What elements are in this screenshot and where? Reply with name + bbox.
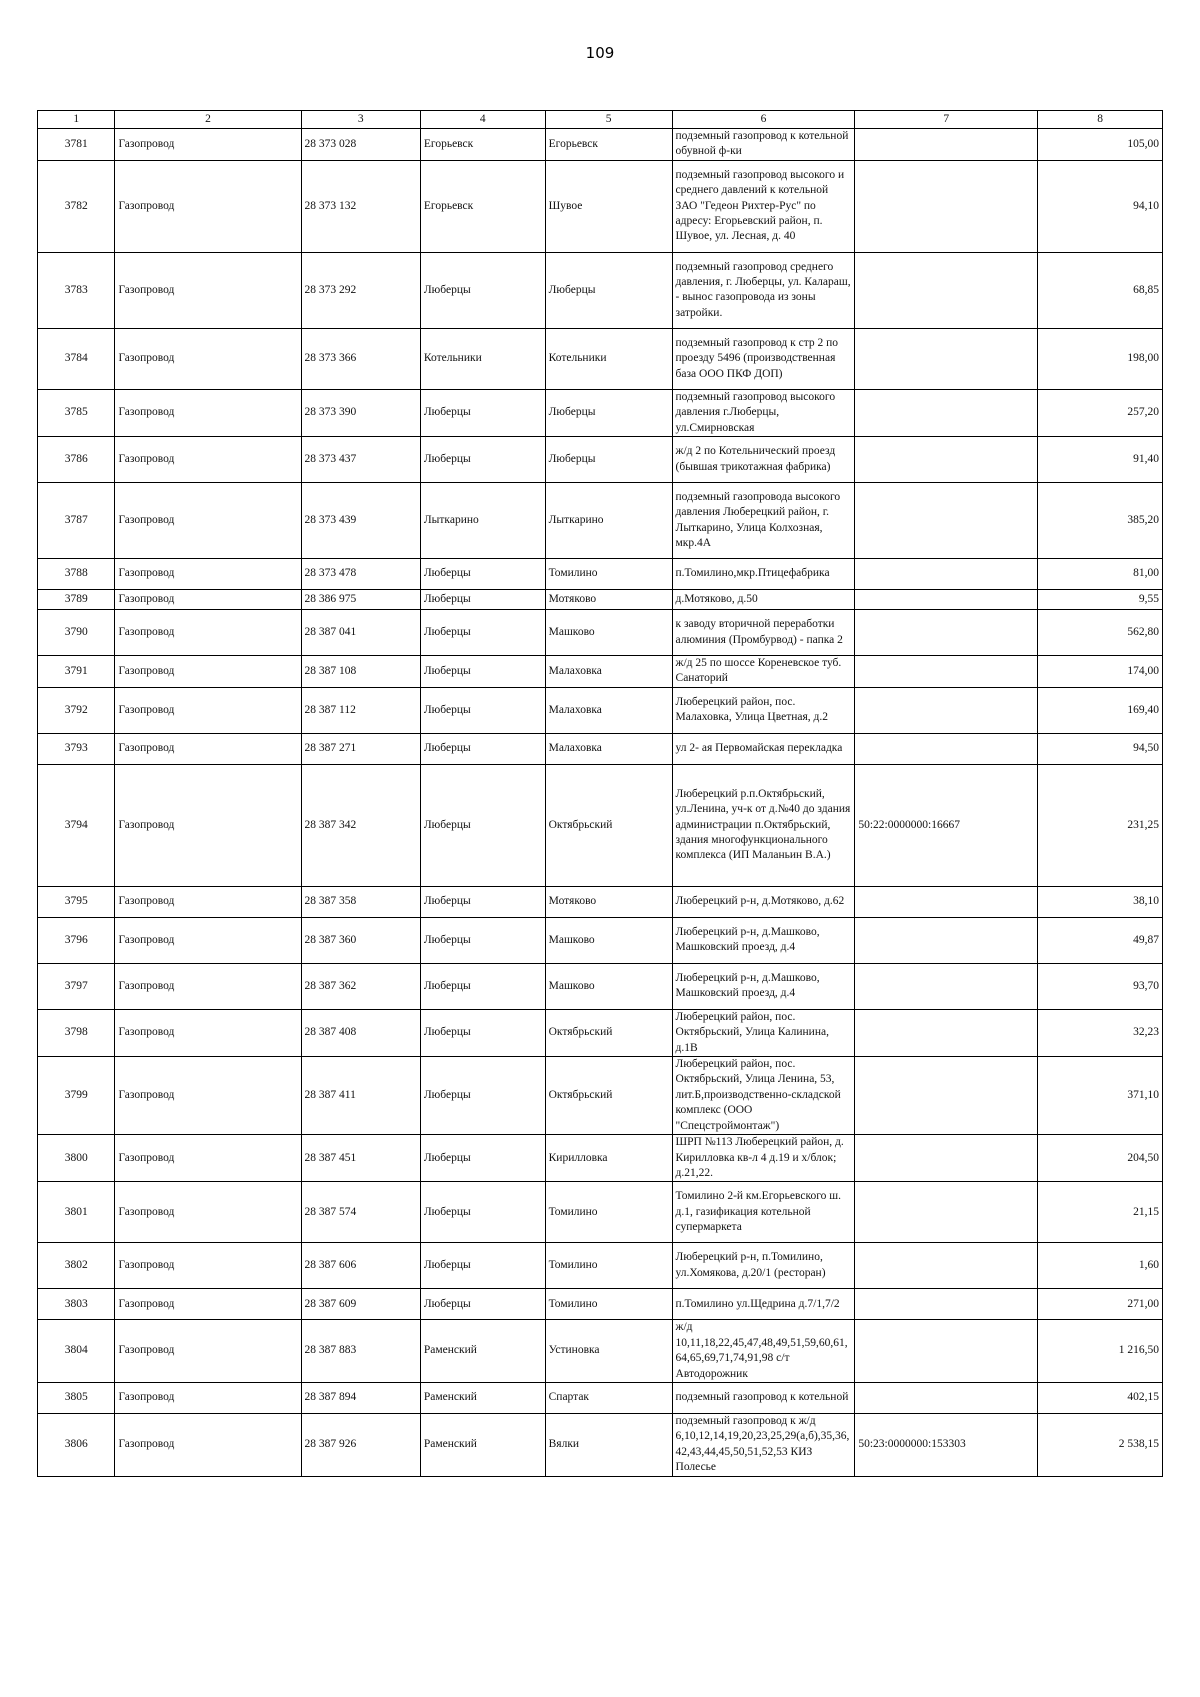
object-type-cell: Газопровод (115, 733, 301, 764)
object-type-cell: Газопровод (115, 1320, 301, 1383)
locality-cell: Томилино (545, 1182, 672, 1243)
cadastral-number-cell (855, 483, 1038, 559)
object-code-cell: 28 373 390 (301, 389, 420, 436)
row-number-cell: 3788 (38, 559, 115, 590)
locality-cell: Малаховка (545, 687, 672, 733)
table-row (38, 590, 1163, 610)
table-row (38, 437, 1163, 483)
table-row (38, 1182, 1163, 1243)
table-row (38, 559, 1163, 590)
object-type-cell: Газопровод (115, 559, 301, 590)
length-cell: 1 216,50 (1038, 1320, 1163, 1383)
object-type-cell: Газопровод (115, 129, 301, 161)
row-number-cell: 3782 (38, 160, 115, 252)
cadastral-number-cell (855, 886, 1038, 917)
column-number-header: 3 (301, 111, 420, 129)
locality-cell: Люберцы (545, 252, 672, 328)
object-type-cell: Газопровод (115, 963, 301, 1009)
description-cell: подземный газопровод высокого давления г.Люберцы, ул.Смирновская (672, 389, 855, 436)
object-code-cell: 28 387 271 (301, 733, 420, 764)
row-number-cell: 3796 (38, 917, 115, 963)
object-code-cell: 28 387 360 (301, 917, 420, 963)
object-type-cell: Газопровод (115, 1182, 301, 1243)
district-cell: Лыткарино (420, 483, 545, 559)
locality-cell: Машково (545, 610, 672, 656)
object-type-cell: Газопровод (115, 1289, 301, 1320)
description-cell: подземный газопровода высокого давления Люберецкий район, г. Лыткарино, Улица Колхозная, мкр.4А (672, 483, 855, 559)
description-cell: Люберецкий район, пос. Малаховка, Улица Цветная, д.2 (672, 687, 855, 733)
column-number-header: 6 (672, 111, 855, 129)
row-number-cell: 3799 (38, 1057, 115, 1135)
length-cell: 93,70 (1038, 963, 1163, 1009)
district-cell: Раменский (420, 1413, 545, 1476)
length-cell: 198,00 (1038, 328, 1163, 389)
object-code-cell: 28 387 606 (301, 1243, 420, 1289)
table-row (38, 656, 1163, 688)
table-row (38, 328, 1163, 389)
object-type-cell: Газопровод (115, 252, 301, 328)
locality-cell: Томилино (545, 1289, 672, 1320)
row-number-cell: 3789 (38, 590, 115, 610)
cadastral-number-cell (855, 328, 1038, 389)
object-type-cell: Газопровод (115, 917, 301, 963)
description-cell: ж/д 2 по Котельнический проезд (бывшая трикотажная фабрика) (672, 437, 855, 483)
column-number-header: 2 (115, 111, 301, 129)
locality-cell: Мотяково (545, 590, 672, 610)
description-cell: п.Томилино ул.Щедрина д.7/1,7/2 (672, 1289, 855, 1320)
row-number-cell: 3785 (38, 389, 115, 436)
district-cell: Люберцы (420, 1243, 545, 1289)
cadastral-number-cell (855, 1320, 1038, 1383)
row-number-cell: 3787 (38, 483, 115, 559)
district-cell: Люберцы (420, 1182, 545, 1243)
length-cell: 94,50 (1038, 733, 1163, 764)
description-cell: Томилино 2-й км.Егорьевского ш. д.1, газификация котельной супермаркета (672, 1182, 855, 1243)
locality-cell: Мотяково (545, 886, 672, 917)
locality-cell: Октябрьский (545, 1009, 672, 1056)
row-number-cell: 3806 (38, 1413, 115, 1476)
cadastral-number-cell (855, 1243, 1038, 1289)
length-cell: 174,00 (1038, 656, 1163, 688)
object-type-cell: Газопровод (115, 160, 301, 252)
object-code-cell: 28 387 926 (301, 1413, 420, 1476)
object-type-cell: Газопровод (115, 656, 301, 688)
cadastral-number-cell (855, 437, 1038, 483)
description-cell: Люберецкий р-н, п.Томилино, ул.Хомякова, д.20/1 (ресторан) (672, 1243, 855, 1289)
table-row (38, 129, 1163, 161)
object-type-cell: Газопровод (115, 1009, 301, 1056)
table-row (38, 483, 1163, 559)
column-number-header: 1 (38, 111, 115, 129)
object-type-cell: Газопровод (115, 610, 301, 656)
object-code-cell: 28 387 408 (301, 1009, 420, 1056)
cadastral-number-cell (855, 590, 1038, 610)
object-type-cell: Газопровод (115, 1243, 301, 1289)
object-type-cell: Газопровод (115, 764, 301, 886)
table-row (38, 610, 1163, 656)
object-code-cell: 28 373 478 (301, 559, 420, 590)
object-code-cell: 28 387 362 (301, 963, 420, 1009)
length-cell: 371,10 (1038, 1057, 1163, 1135)
length-cell: 231,25 (1038, 764, 1163, 886)
object-code-cell: 28 387 358 (301, 886, 420, 917)
locality-cell: Томилино (545, 1243, 672, 1289)
description-cell: подземный газопровод среднего давления, г. Люберцы, ул. Калараш, - вынос газопровода из зоны затройки. (672, 252, 855, 328)
table-row (38, 1243, 1163, 1289)
row-number-cell: 3791 (38, 656, 115, 688)
table-row (38, 1413, 1163, 1476)
locality-cell: Лыткарино (545, 483, 672, 559)
row-number-cell: 3797 (38, 963, 115, 1009)
cadastral-number-cell (855, 129, 1038, 161)
row-number-cell: 3793 (38, 733, 115, 764)
object-code-cell: 28 387 342 (301, 764, 420, 886)
cadastral-number-cell (855, 1382, 1038, 1413)
column-number-header: 5 (545, 111, 672, 129)
table-row (38, 160, 1163, 252)
object-type-cell: Газопровод (115, 1382, 301, 1413)
district-cell: Люберцы (420, 1135, 545, 1182)
locality-cell: Томилино (545, 559, 672, 590)
object-code-cell: 28 387 411 (301, 1057, 420, 1135)
row-number-cell: 3803 (38, 1289, 115, 1320)
locality-cell: Егорьевск (545, 129, 672, 161)
table-row (38, 1057, 1163, 1135)
object-type-cell: Газопровод (115, 437, 301, 483)
cadastral-number-cell (855, 733, 1038, 764)
description-cell: ул 2- ая Первомайская перекладка (672, 733, 855, 764)
length-cell: 204,50 (1038, 1135, 1163, 1182)
table-row (38, 1009, 1163, 1056)
description-cell: ж/д 25 по шоссе Кореневское туб. Санаторий (672, 656, 855, 688)
object-code-cell: 28 387 451 (301, 1135, 420, 1182)
row-number-cell: 3795 (38, 886, 115, 917)
cadastral-number-cell: 50:23:0000000:153303 (855, 1413, 1038, 1476)
length-cell: 105,00 (1038, 129, 1163, 161)
length-cell: 68,85 (1038, 252, 1163, 328)
district-cell: Люберцы (420, 687, 545, 733)
object-type-cell: Газопровод (115, 590, 301, 610)
cadastral-number-cell (855, 1057, 1038, 1135)
length-cell: 91,40 (1038, 437, 1163, 483)
cadastral-number-cell (855, 1009, 1038, 1056)
row-number-cell: 3790 (38, 610, 115, 656)
district-cell: Люберцы (420, 1009, 545, 1056)
length-cell: 257,20 (1038, 389, 1163, 436)
row-number-cell: 3781 (38, 129, 115, 161)
district-cell: Люберцы (420, 559, 545, 590)
length-cell: 402,15 (1038, 1382, 1163, 1413)
object-code-cell: 28 373 132 (301, 160, 420, 252)
length-cell: 271,00 (1038, 1289, 1163, 1320)
locality-cell: Малаховка (545, 656, 672, 688)
row-number-cell: 3800 (38, 1135, 115, 1182)
district-cell: Люберцы (420, 1057, 545, 1135)
cadastral-number-cell: 50:22:0000000:16667 (855, 764, 1038, 886)
district-cell: Егорьевск (420, 160, 545, 252)
locality-cell: Машково (545, 963, 672, 1009)
table-row (38, 252, 1163, 328)
column-number-header: 8 (1038, 111, 1163, 129)
district-cell: Раменский (420, 1320, 545, 1383)
row-number-cell: 3792 (38, 687, 115, 733)
object-code-cell: 28 387 574 (301, 1182, 420, 1243)
description-cell: Люберецкий р-н, д.Машково, Машковский проезд, д.4 (672, 963, 855, 1009)
object-type-cell: Газопровод (115, 1413, 301, 1476)
cadastral-number-cell (855, 610, 1038, 656)
table-row (38, 687, 1163, 733)
object-code-cell: 28 387 883 (301, 1320, 420, 1383)
length-cell: 2 538,15 (1038, 1413, 1163, 1476)
district-cell: Люберцы (420, 610, 545, 656)
row-number-cell: 3794 (38, 764, 115, 886)
row-number-cell: 3802 (38, 1243, 115, 1289)
description-cell: ж/д 10,11,18,22,45,47,48,49,51,59,60,61,64,65,69,71,74,91,98 с/т Автодорожник (672, 1320, 855, 1383)
district-cell: Раменский (420, 1382, 545, 1413)
length-cell: 562,80 (1038, 610, 1163, 656)
object-type-cell: Газопровод (115, 483, 301, 559)
length-cell: 385,20 (1038, 483, 1163, 559)
locality-cell: Котельники (545, 328, 672, 389)
district-cell: Люберцы (420, 963, 545, 1009)
column-number-header: 7 (855, 111, 1038, 129)
district-cell: Люберцы (420, 886, 545, 917)
locality-cell: Октябрьский (545, 764, 672, 886)
locality-cell: Люберцы (545, 389, 672, 436)
description-cell: подземный газопровод к стр 2 по проезду 5496 (производственная база ООО ПКФ ДОП) (672, 328, 855, 389)
object-code-cell: 28 373 437 (301, 437, 420, 483)
table-row (38, 1289, 1163, 1320)
locality-cell: Машково (545, 917, 672, 963)
description-cell: Люберецкий р-н, д.Мотяково, д.62 (672, 886, 855, 917)
cadastral-number-cell (855, 687, 1038, 733)
district-cell: Котельники (420, 328, 545, 389)
length-cell: 81,00 (1038, 559, 1163, 590)
object-code-cell: 28 373 292 (301, 252, 420, 328)
description-cell: Люберецкий р-н, д.Машково, Машковский проезд, д.4 (672, 917, 855, 963)
object-code-cell: 28 387 112 (301, 687, 420, 733)
description-cell: подземный газопровод к ж/д 6,10,12,14,19,20,23,25,29(а,б),35,36,42,43,44,45,50,51,52,53 КИЗ Полесье (672, 1413, 855, 1476)
locality-cell: Устиновка (545, 1320, 672, 1383)
length-cell: 9,55 (1038, 590, 1163, 610)
object-type-cell: Газопровод (115, 1057, 301, 1135)
cadastral-number-cell (855, 1135, 1038, 1182)
object-code-cell: 28 387 894 (301, 1382, 420, 1413)
object-type-cell: Газопровод (115, 886, 301, 917)
length-cell: 38,10 (1038, 886, 1163, 917)
description-cell: подземный газопровод к котельной (672, 1382, 855, 1413)
row-number-cell: 3786 (38, 437, 115, 483)
object-code-cell: 28 387 108 (301, 656, 420, 688)
description-cell: ШРП №113 Люберецкий район, д. Кирилловка кв-л 4 д.19 и х/блок; д.21,22. (672, 1135, 855, 1182)
locality-cell: Малаховка (545, 733, 672, 764)
table-row (38, 1320, 1163, 1383)
cadastral-number-cell (855, 252, 1038, 328)
district-cell: Люберцы (420, 590, 545, 610)
cadastral-number-cell (855, 1289, 1038, 1320)
object-type-cell: Газопровод (115, 1135, 301, 1182)
object-type-cell: Газопровод (115, 389, 301, 436)
district-cell: Люберцы (420, 389, 545, 436)
locality-cell: Кирилловка (545, 1135, 672, 1182)
object-code-cell: 28 373 028 (301, 129, 420, 161)
length-cell: 32,23 (1038, 1009, 1163, 1056)
length-cell: 49,87 (1038, 917, 1163, 963)
locality-cell: Спартак (545, 1382, 672, 1413)
table-row (38, 1135, 1163, 1182)
cadastral-number-cell (855, 963, 1038, 1009)
table-row (38, 886, 1163, 917)
register-table (37, 110, 1163, 1477)
district-cell: Егорьевск (420, 129, 545, 161)
table-row (38, 764, 1163, 886)
row-number-cell: 3804 (38, 1320, 115, 1383)
cadastral-number-cell (855, 160, 1038, 252)
column-number-row (38, 111, 1163, 129)
description-cell: п.Томилино,мкр.Птицефабрика (672, 559, 855, 590)
row-number-cell: 3798 (38, 1009, 115, 1056)
object-type-cell: Газопровод (115, 687, 301, 733)
locality-cell: Шувое (545, 160, 672, 252)
table-row (38, 389, 1163, 436)
description-cell: к заводу вторичной переработки алюминия (Промбурвод) - папка 2 (672, 610, 855, 656)
district-cell: Люберцы (420, 656, 545, 688)
district-cell: Люберцы (420, 437, 545, 483)
object-code-cell: 28 387 041 (301, 610, 420, 656)
description-cell: д.Мотяково, д.50 (672, 590, 855, 610)
length-cell: 1,60 (1038, 1243, 1163, 1289)
object-code-cell: 28 387 609 (301, 1289, 420, 1320)
object-code-cell: 28 373 366 (301, 328, 420, 389)
object-type-cell: Газопровод (115, 328, 301, 389)
district-cell: Люберцы (420, 764, 545, 886)
row-number-cell: 3805 (38, 1382, 115, 1413)
cadastral-number-cell (855, 1182, 1038, 1243)
length-cell: 21,15 (1038, 1182, 1163, 1243)
locality-cell: Люберцы (545, 437, 672, 483)
cadastral-number-cell (855, 656, 1038, 688)
cadastral-number-cell (855, 559, 1038, 590)
description-cell: подземный газопровод высокого и среднего давлений к котельной ЗАО "Гедеон Рихтер-Рус" по адресу: Егорьевский район, п. Шувое, ул. Лесная, д. 40 (672, 160, 855, 252)
description-cell: Люберецкий р.п.Октябрьский, ул.Ленина, уч-к от д.№40 до здания администрации п.Октябрьский, здания многофункционального комплекса (ИП Маланьин В.А.) (672, 764, 855, 886)
object-code-cell: 28 373 439 (301, 483, 420, 559)
length-cell: 169,40 (1038, 687, 1163, 733)
district-cell: Люберцы (420, 252, 545, 328)
row-number-cell: 3784 (38, 328, 115, 389)
district-cell: Люберцы (420, 1289, 545, 1320)
table-row (38, 1382, 1163, 1413)
length-cell: 94,10 (1038, 160, 1163, 252)
page-number: 109 (585, 44, 615, 62)
table-row (38, 733, 1163, 764)
table-row (38, 917, 1163, 963)
row-number-cell: 3783 (38, 252, 115, 328)
locality-cell: Вялки (545, 1413, 672, 1476)
column-number-header: 4 (420, 111, 545, 129)
object-code-cell: 28 386 975 (301, 590, 420, 610)
locality-cell: Октябрьский (545, 1057, 672, 1135)
district-cell: Люберцы (420, 917, 545, 963)
description-cell: Люберецкий район, пос. Октябрьский, Улица Калинина, д.1В (672, 1009, 855, 1056)
cadastral-number-cell (855, 389, 1038, 436)
description-cell: Люберецкий район, пос. Октябрьский, Улица Ленина, 53, лит.Б,производственно-складской комплекс (ООО "Спецстроймонтаж") (672, 1057, 855, 1135)
district-cell: Люберцы (420, 733, 545, 764)
description-cell: подземный газопровод к котельной обувной ф-ки (672, 129, 855, 161)
row-number-cell: 3801 (38, 1182, 115, 1243)
table-row (38, 963, 1163, 1009)
cadastral-number-cell (855, 917, 1038, 963)
